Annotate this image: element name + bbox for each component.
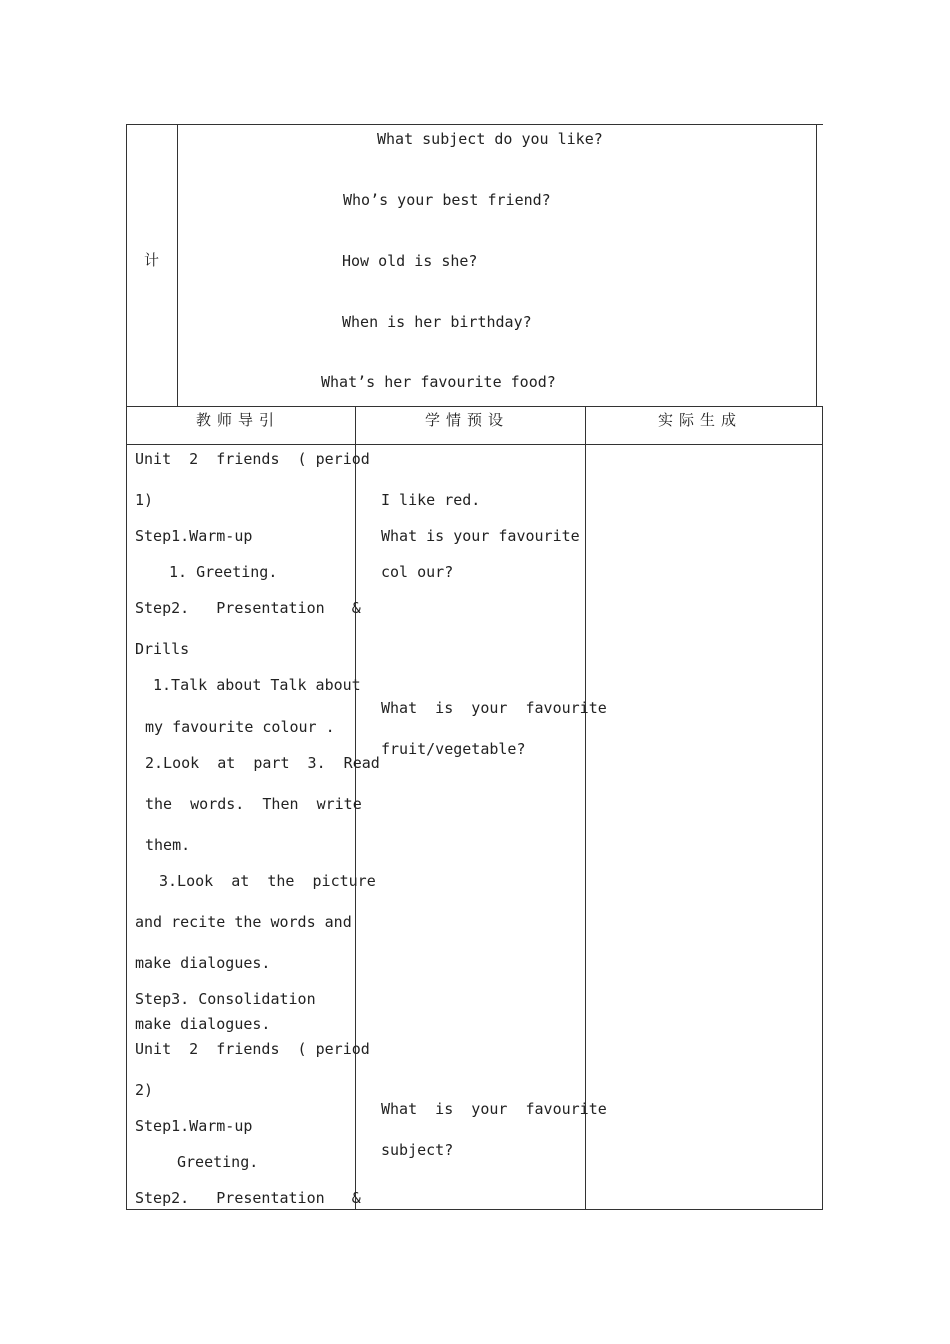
p1-item3-line1: 3.Look at the picture [159, 872, 376, 890]
p1-item1-line1: 1.Talk about Talk about [153, 676, 361, 694]
preset-a1: I like red. [381, 491, 481, 509]
p1-title-line2: 1) [135, 491, 154, 509]
question-subject: What subject do you like? [377, 130, 603, 148]
top-right-tick [816, 124, 823, 125]
top-left-border [126, 124, 127, 407]
p1-greeting: 1. Greeting. [169, 563, 278, 581]
preset-a2: What is your favourite [381, 527, 580, 545]
p1-step3: Step3. Consolidation [135, 990, 316, 1008]
actual-outcome-cell [586, 445, 822, 1209]
preset-c2: subject? [381, 1141, 454, 1159]
preset-b1: What is your favourite [381, 699, 607, 717]
header-teacher-guide: 教师导引 [196, 411, 281, 429]
question-best-friend: Who’s your best friend? [343, 191, 551, 209]
table-top-border [126, 406, 823, 407]
question-age: How old is she? [342, 252, 478, 270]
p2-greeting: Greeting. [177, 1153, 259, 1171]
p1-item3-line3: make dialogues. [135, 954, 271, 972]
header-actual-outcome: 实际生成 [658, 411, 743, 429]
table-right-border [822, 406, 823, 1210]
p1-step2-line1: Step2. Presentation & [135, 599, 361, 617]
p2-title-line2: 2) [135, 1081, 154, 1099]
p2-step2-line1: Step2. Presentation & [135, 1189, 361, 1207]
top-right-border [816, 124, 817, 407]
p1-item2-line1: 2.Look at part 3. Read [145, 754, 380, 772]
table-bottom-border [126, 1209, 823, 1210]
p1-step3-text: make dialogues. [135, 1015, 271, 1033]
p1-step1: Step1.Warm-up [135, 527, 253, 545]
p1-item3-line2: and recite the words and [135, 913, 352, 931]
top-border [126, 124, 816, 125]
p1-step2-line2: Drills [135, 640, 190, 658]
side-label: 计 [144, 251, 160, 269]
preset-b2: fruit/vegetable? [381, 740, 526, 758]
table-left-border [126, 406, 127, 1210]
p1-item1-line2: my favourite colour . [145, 718, 335, 736]
question-birthday: When is her birthday? [342, 313, 532, 331]
preset-a3: col our? [381, 563, 454, 581]
p1-item2-line3: them. [145, 836, 191, 854]
question-food: What’s her favourite food? [321, 373, 556, 391]
p1-item2-line2: the words. Then write [145, 795, 362, 813]
header-student-preset: 学情预设 [425, 411, 510, 429]
top-inner-divider [177, 124, 178, 407]
p2-title-line1: Unit 2 friends ( period [135, 1040, 370, 1058]
p1-title-line1: Unit 2 friends ( period [135, 450, 370, 468]
preset-c1: What is your favourite [381, 1100, 607, 1118]
p2-step1: Step1.Warm-up [135, 1117, 253, 1135]
